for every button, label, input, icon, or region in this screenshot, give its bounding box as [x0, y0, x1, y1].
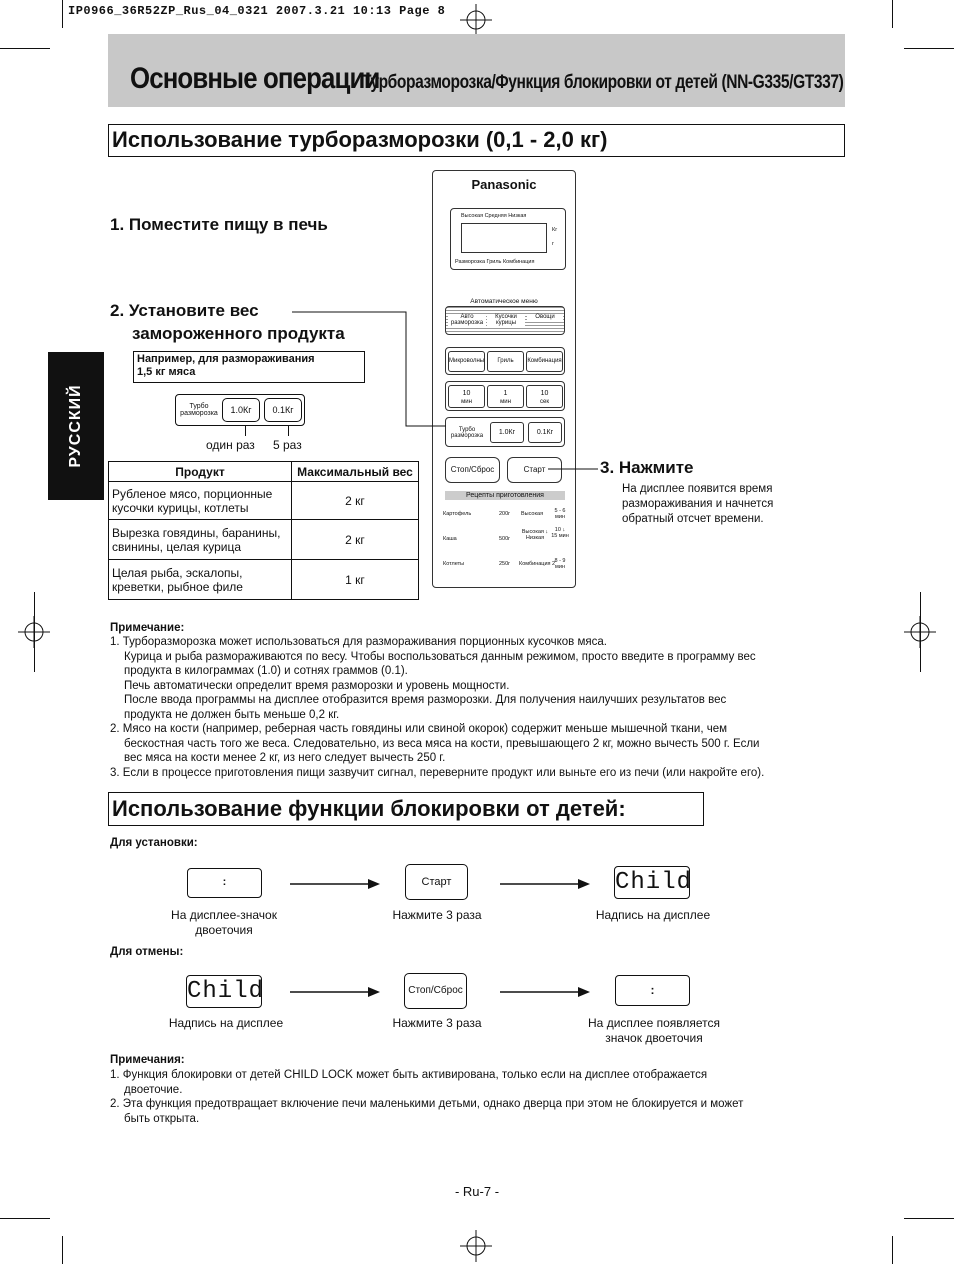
caption-child-display-cancel: Надпись на дисплее — [168, 1016, 284, 1030]
notes-list: 1. Турборазморозка может использоваться для размораживания порционных кусочков мяса. Курица и рыба размораживаются по весу. Чтобы воспользоваться данным режимом, просто введите в программу вес продукта в килограммах (1.0) и сотнях граммов (0.1). Печь автоматически определит время разморозки и уровень мощности. После ввода программы на дисплее отобразится время разморозки. Для получения наилучших результатов вес продукта не должен быть меньше 0,2 кг. 2. Мясо на кости (например, реберная часть говядины или свиной окорок) содержит меньше мышечной ткани, чем бескостная часть того же веса. Следовательно, из веса мяса на кости, превышающего 2 кг, можно вычесть 500 г. Если вес мяса на кости менее 2 кг, из него следует вычесть 250 г. 3. Если в процессе приготовления пищи зазвучит сигнал, переверните продукт или выньте его из печи (или накройте его). — [110, 636, 765, 779]
page-subtitle: Турборазморозка/Функция блокировки от детей (NN-G335/GT337) — [362, 72, 844, 93]
start-button: Старт — [405, 864, 468, 900]
lcd-colon-cancel: : — [615, 975, 690, 1006]
arrow-right-icon — [500, 877, 590, 891]
step-1: 1. Поместите пищу в печь — [110, 215, 328, 234]
count-five: 5 раз — [273, 438, 302, 452]
stop-reset-button: Стоп/Сброс — [404, 973, 467, 1009]
example-line2: 1,5 кг мяса — [137, 366, 196, 378]
recipes-table: Картофель 200г Высокая 5 - 6 мин Каша 500г Высокая ↓ Низкая 10 ↓ 15 мин Котлеты 250г Комбинация 2 8 - 9 мин — [443, 508, 569, 570]
recipes-label: Рецепты приготовления — [445, 491, 565, 500]
lcd-child: Child — [614, 866, 690, 899]
caption-colon: На дисплее-значок двоеточия — [171, 908, 277, 937]
page-title: Основные операции — [130, 62, 380, 95]
mode-group: Микроволны Гриль Комбинация — [445, 347, 565, 375]
turbo-group: Турбо разморозка 1.0Кг 0.1Кг — [445, 417, 565, 447]
product-table — [108, 461, 419, 600]
print-header: IP0966_36R52ZP_Rus_04_0321 2007.3.21 10:13 Page 8 — [68, 4, 446, 18]
page-number: - Ru-7 - — [454, 1184, 500, 1199]
time-group: 10 мин 1 мин 10 сек — [445, 381, 565, 411]
table-row: Рубленое мясо, порционные кусочки курицы, котлеты 2 кг — [109, 482, 419, 520]
notes-heading: Примечание: — [110, 622, 185, 634]
example-turbo-label: Турбо разморозка — [180, 403, 218, 417]
notes2-list: 1. Функция блокировки от детей CHILD LOCK может быть активирована, только если на дисплее отображается двоеточие. 2. Эта функция предотвращает включение печи маленькими детьми, однако дверца при этом не блокируется и может быть открыта. — [110, 1069, 744, 1125]
auto-menu-group: Авто разморозка Кусочки курицы Овощи — [445, 306, 565, 335]
example-key-group — [175, 394, 305, 426]
example-line1: Например, для размораживания — [137, 353, 315, 365]
arrow-right-icon — [290, 877, 380, 891]
caption-press3-start: Нажмите 3 раза — [392, 908, 482, 922]
step-3: 3. Нажмите — [600, 458, 694, 477]
table-header-product: Продукт — [109, 462, 292, 482]
language-tab-label: РУССКИЙ — [67, 384, 84, 468]
registration-mark-icon — [460, 4, 492, 36]
arrow-right-icon — [290, 985, 380, 999]
panel-display: Высокая Средняя Низкая Кг г Разморозка Гриль Комбинация — [450, 208, 566, 270]
table-header-weight: Максимальный вес — [292, 462, 419, 482]
step-2-line1: 2. Установите вес — [110, 301, 259, 320]
step-2-line2: замороженного продукта — [132, 324, 345, 343]
lcd-child-cancel: Child — [186, 975, 262, 1008]
section-heading-turbo: Использование турборазморозки (0,1 - 2,0 кг) — [108, 124, 845, 157]
language-tab — [48, 352, 104, 500]
caption-press3-stop: Нажмите 3 раза — [392, 1016, 482, 1030]
example-key-01kg: 0.1Кг — [264, 398, 302, 422]
step-3-description: На дисплее появится время размораживания и начнется обратный отсчет времени. — [622, 483, 774, 525]
registration-mark-icon — [460, 1230, 492, 1262]
callout-line-step2 — [290, 300, 470, 440]
set-label: Для установки: — [110, 837, 198, 849]
notes2-heading: Примечания: — [110, 1054, 185, 1066]
section-heading-child-lock: Использование функции блокировки от детей: — [108, 792, 704, 826]
caption-colon-appears: На дисплее появляется значок двоеточия — [588, 1016, 720, 1045]
count-once: один раз — [206, 438, 255, 452]
caption-child-display: Надпись на дисплее — [595, 908, 711, 922]
arrow-right-icon — [500, 985, 590, 999]
callout-line-step3 — [548, 460, 600, 476]
example-key-1kg: 1.0Кг — [222, 398, 260, 422]
table-row: Вырезка говядины, баранины, свинины, целая курица 2 кг — [109, 520, 419, 560]
panel-stop-button: Стоп/Сброс — [445, 457, 500, 483]
auto-menu-label: Автоматическое меню — [470, 298, 538, 305]
brand-logo: Panasonic — [471, 177, 537, 192]
lcd-colon: : — [187, 868, 262, 898]
table-row: Целая рыба, эскалопы, креветки, рыбное филе 1 кг — [109, 560, 419, 600]
panel-start-button: Старт — [507, 457, 562, 483]
cancel-label: Для отмены: — [110, 946, 184, 958]
